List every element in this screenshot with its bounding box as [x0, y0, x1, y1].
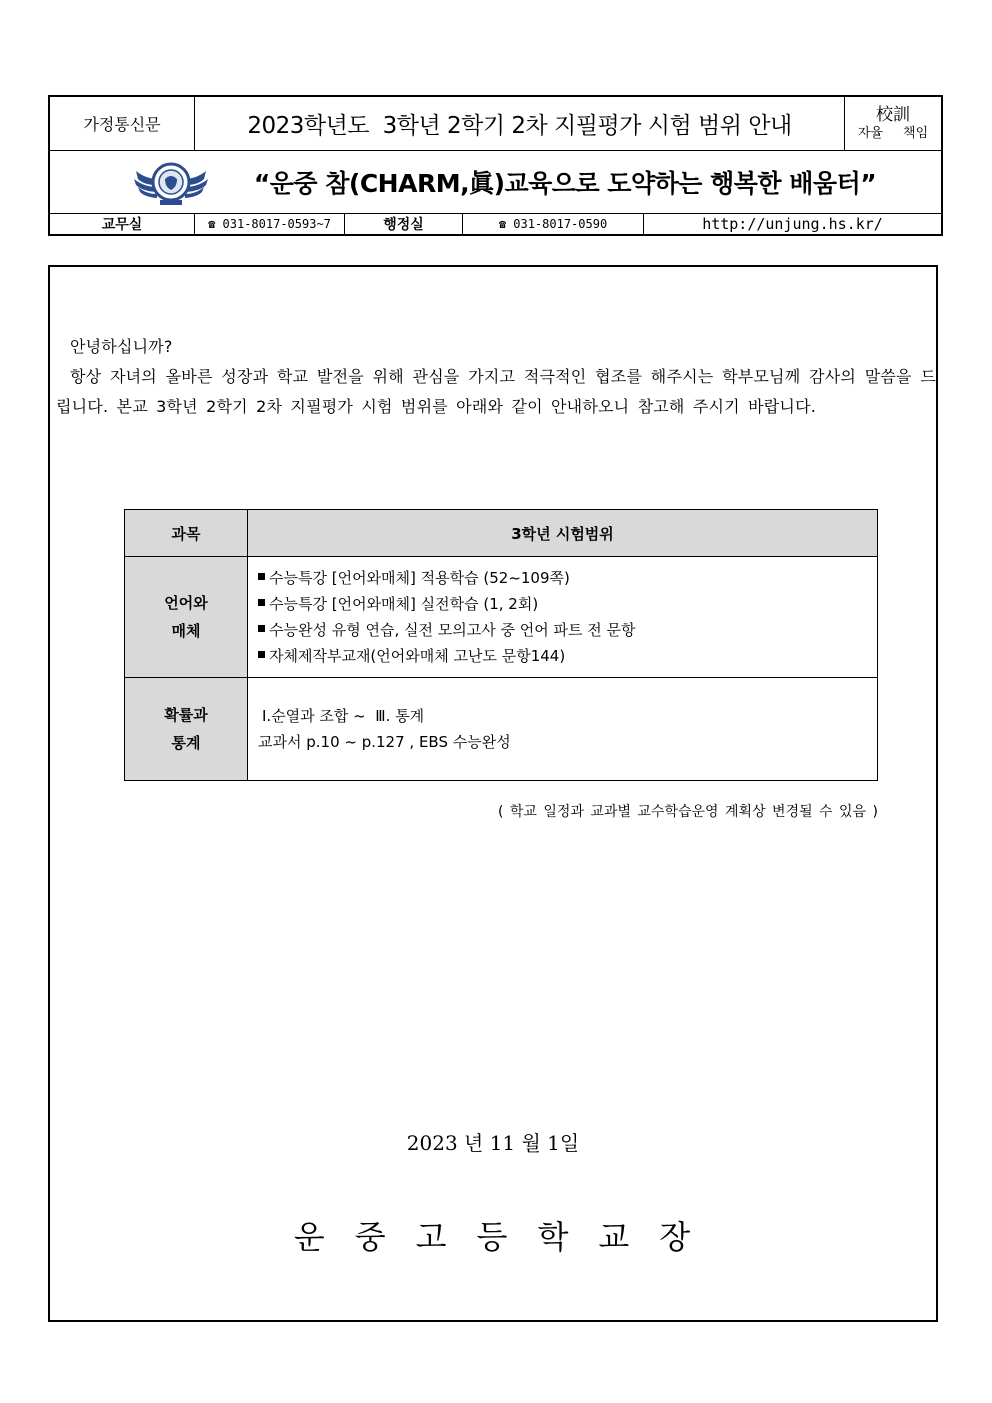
newsletter-header	[48, 95, 943, 236]
subject-line: 확률과	[164, 706, 208, 724]
square-bullet-icon	[258, 651, 265, 658]
range-item: Ⅰ.순열과 조합 ~ Ⅲ. 통계	[262, 707, 425, 725]
greeting: 안녕하십니까?	[70, 337, 173, 356]
letter-text	[56, 332, 936, 422]
list-item	[258, 617, 867, 643]
school-website-link[interactable]: http://unjung.hs.kr/	[702, 215, 883, 233]
school-emblem-icon	[132, 157, 210, 207]
principal-signature: 운중고등학교장	[293, 1218, 721, 1256]
admin-office-phone: ☎ 031-8017-0590	[463, 214, 644, 234]
list-item	[258, 565, 867, 591]
subject-cell	[125, 678, 248, 781]
subject-line: 언어와	[164, 594, 208, 612]
school-slogan: “운중 참(CHARM,眞)교육으로 도약하는 행복한 배움터”	[253, 169, 877, 198]
range-item: 수능완성 유형 연습, 실전 모의고사 중 언어 파트 전 문항	[269, 621, 636, 639]
admin-office-label: 행정실	[345, 214, 463, 234]
subject-line: 통계	[171, 734, 201, 752]
header-contact-row	[50, 214, 941, 234]
table-row	[125, 557, 878, 678]
table-row	[125, 678, 878, 781]
range-item: 자체제작부교재(언어와매체 고난도 문항144)	[269, 647, 566, 665]
subject-cell	[125, 557, 248, 678]
range-cell	[248, 557, 878, 678]
list-item	[258, 643, 867, 669]
letter-paragraph: 항상 자녀의 올바른 성장과 학교 발전을 위해 관심을 가지고 적극적인 협조를 해주시는 학부모님께 감사의 말씀을 드립니다. 본교 3학년 2학기 2차 지필평가 시험 범위를 아래와 같이 안내하오니 참고해 주시기 바랍니다.	[56, 367, 936, 416]
issue-date: 2023 년 11 월 1일	[406, 1131, 580, 1155]
range-cell	[248, 678, 878, 781]
motto-values: 자율 책임	[857, 126, 929, 141]
range-item: 수능특강 [언어와매체] 적용학습 (52~109쪽)	[269, 569, 570, 587]
list-item	[258, 591, 867, 617]
school-motto	[845, 97, 941, 150]
exam-range-table	[124, 509, 878, 781]
square-bullet-icon	[258, 599, 265, 606]
letter-body	[48, 265, 938, 1322]
square-bullet-icon	[258, 625, 265, 632]
header-slogan-row	[50, 151, 941, 214]
list-item	[258, 703, 867, 729]
range-item: 교과서 p.10 ~ p.127 , EBS 수능완성	[258, 733, 511, 751]
header-title-row	[50, 97, 941, 151]
table-header-row	[125, 510, 878, 557]
column-header-range: 3학년 시험범위	[248, 510, 878, 557]
range-item: 수능특강 [언어와매체] 실전학습 (1, 2회)	[269, 595, 539, 613]
square-bullet-icon	[258, 573, 265, 580]
subject-line: 매체	[171, 622, 201, 640]
change-notice: ( 학교 일정과 교과별 교수학습운영 계획상 변경될 수 있음 )	[497, 804, 878, 820]
list-item	[258, 729, 867, 755]
office-phone: ☎ 031-8017-0593~7	[195, 214, 345, 234]
column-header-subject: 과목	[125, 510, 248, 557]
motto-label: 校訓	[876, 105, 910, 125]
newsletter-label: 가정통신문	[50, 97, 195, 150]
document-title: 2023학년도 3학년 2학기 2차 지필평가 시험 범위 안내	[195, 97, 845, 150]
office-label: 교무실	[50, 214, 195, 234]
